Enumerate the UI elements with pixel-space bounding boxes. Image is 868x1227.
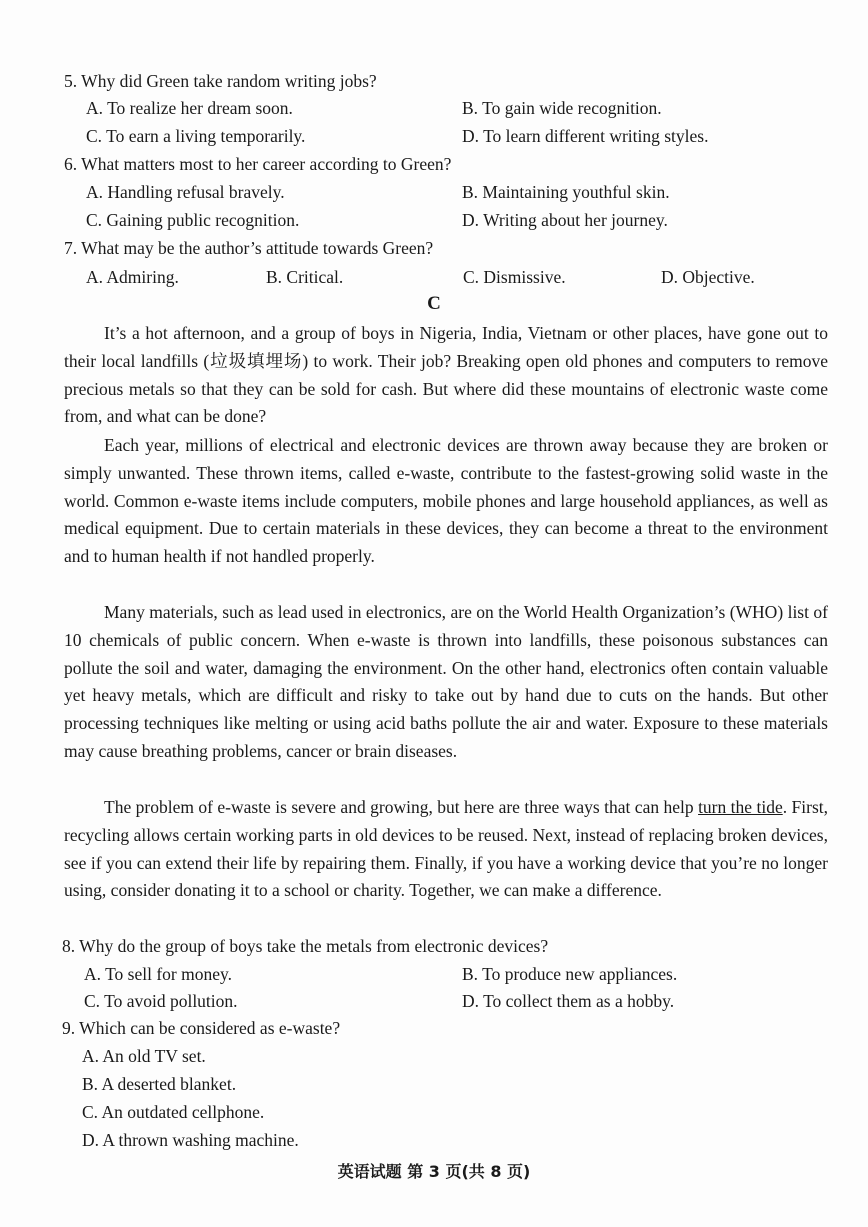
passage-paragraph-1: It’s a hot afternoon, and a group of boys in Nigeria, India, Vietnam or other places, have gone out to their local landfills (垃圾填埋场) to work. Their job? Breaking open old phones and computers to remove precious metals so that they can be sold for cash. But where did these mountains of electronic waste come from, and what can be done? [64, 323, 828, 427]
section-heading: C [427, 293, 441, 314]
question-5-option-a: A. To realize her dream soon. [86, 98, 293, 118]
question-9-option-c: C. An outdated cellphone. [82, 1102, 265, 1122]
question-8-stem: 8. Why do the group of boys take the metals from electronic devices? [62, 936, 549, 956]
question-8-option-a: A. To sell for money. [84, 964, 232, 984]
question-5-stem: 5. Why did Green take random writing jobs? [64, 71, 377, 91]
question-6-option-a: A. Handling refusal bravely. [86, 182, 285, 202]
question-9-stem: 9. Which can be considered as e-waste? [62, 1018, 341, 1038]
question-7-option-c: C. Dismissive. [463, 267, 566, 287]
question-8-option-b: B. To produce new appliances. [462, 964, 678, 984]
question-9-option-b: B. A deserted blanket. [82, 1074, 237, 1094]
question-5-option-b: B. To gain wide recognition. [462, 98, 662, 118]
question-6-stem: 6. What matters most to her career according to Green? [64, 154, 452, 174]
passage-paragraph-4 [64, 794, 828, 905]
question-5-option-d: D. To learn different writing styles. [462, 126, 709, 146]
page-footer: 英语试题 第 3 页(共 8 页) [337, 1162, 531, 1181]
question-5-option-c: C. To earn a living temporarily. [86, 126, 306, 146]
question-9-option-a: A. An old TV set. [82, 1046, 206, 1066]
question-8-option-d: D. To collect them as a hobby. [462, 991, 675, 1011]
question-6-option-d: D. Writing about her journey. [462, 210, 668, 230]
passage-paragraph-3: Many materials, such as lead used in electronics, are on the World Health Organization’s (WHO) list of 10 chemicals of public concern. When e-waste is thrown into landfills, these poisonous substances can pollute the soil and water, damaging the environment. On the other hand, electronics often contain valuable yet heavy metals, which are difficult and risky to take out by hand due to cuts on the hands. But other processing techniques like melting or using acid baths pollute the air and water. Exposure to these materials may cause breathing problems, cancer or brain diseases. [64, 602, 828, 761]
question-6-option-b: B. Maintaining youthful skin. [462, 182, 670, 202]
question-7-stem: 7. What may be the author’s attitude towards Green? [64, 238, 434, 258]
question-6-option-c: C. Gaining public recognition. [86, 210, 300, 230]
underlined-phrase: turn the tide [698, 797, 783, 817]
question-7-option-b: B. Critical. [266, 267, 344, 287]
passage-paragraph-2: Each year, millions of electrical and electronic devices are thrown away because they are broken or simply unwanted. These thrown items, called e-waste, contribute to the fastest-growing solid waste in the world. Common e-waste items include computers, mobile phones and large household appliances, as well as medical equipment. Due to certain materials in these devices, they can become a threat to the environment and to human health if not handled properly. [64, 435, 828, 567]
question-9-option-d: D. A thrown washing machine. [82, 1130, 299, 1150]
question-7-option-d: D. Objective. [661, 267, 755, 287]
question-8-option-c: C. To avoid pollution. [84, 991, 238, 1011]
paragraph-4-text-end: . First, recycling allows certain working parts in old devices to be reused. Next, instead of replacing broken devices, see if you can extend their life by repairing them. Finally, if you have a working device that you’re no longer using, consider donating it to a school or charity. Together, we can make a difference. [64, 797, 828, 901]
question-7-option-a: A. Admiring. [86, 267, 179, 287]
paragraph-4-text-start: The problem of e-waste is severe and growing, but here are three ways that can help [104, 797, 699, 817]
